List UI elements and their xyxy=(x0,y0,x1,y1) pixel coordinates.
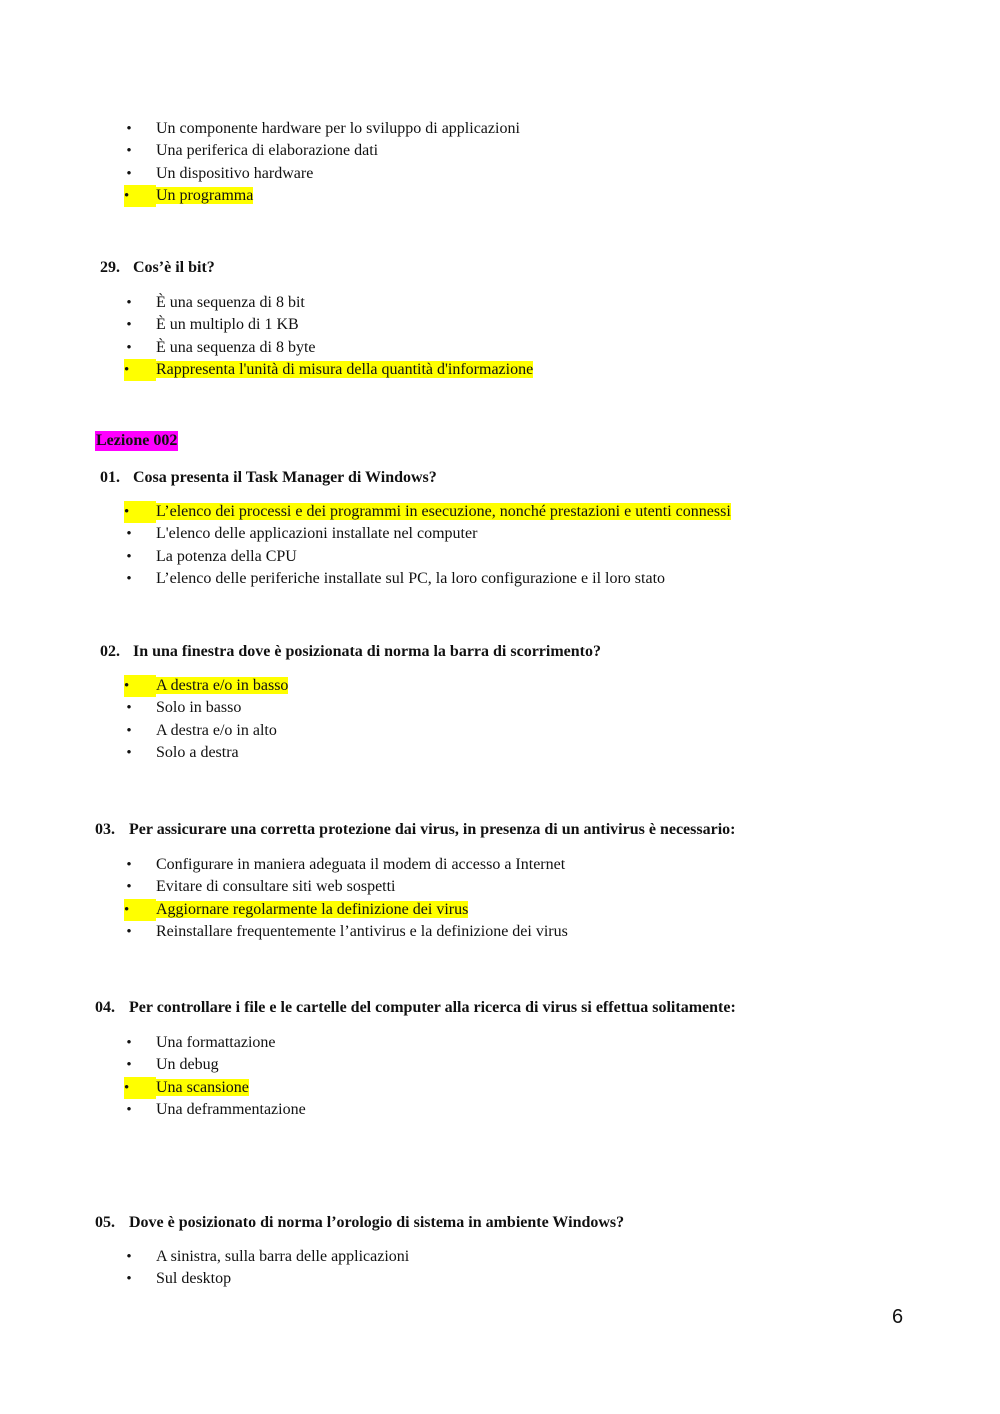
option-item xyxy=(0,523,1000,545)
question-28-options xyxy=(0,118,1000,207)
option-item xyxy=(0,337,1000,359)
bullet-icon: • xyxy=(126,339,132,356)
question-02-options xyxy=(0,675,1000,764)
bullet-icon: • xyxy=(124,359,156,381)
option-text: A sinistra, sulla barra delle applicazioni xyxy=(156,1248,410,1265)
bullet-icon: • xyxy=(124,675,156,697)
bullet-icon: • xyxy=(126,295,132,311)
option-item xyxy=(0,1054,1000,1076)
lesson-label: Lezione 002 xyxy=(96,432,178,449)
option-item xyxy=(0,1246,1000,1268)
page-number: 6 xyxy=(892,1306,904,1328)
question-number: 02. xyxy=(100,643,120,660)
bullet-icon: • xyxy=(126,879,132,896)
option-text: Una scansione xyxy=(156,1078,249,1096)
question-text: Cosa presenta il Task Manager di Windows? xyxy=(133,469,437,486)
bullet-icon: • xyxy=(126,570,132,587)
option-text: La potenza della CPU xyxy=(156,547,297,565)
option-item xyxy=(0,163,1000,185)
bullet-icon: • xyxy=(126,165,132,182)
option-item-correct xyxy=(0,1077,1000,1099)
option-text: Configurare in maniera adeguata il modem di accesso a Internet xyxy=(156,856,566,873)
question-05-options xyxy=(0,1246,1000,1291)
options-list xyxy=(0,854,1000,943)
option-text: È una sequenza di 8 bit xyxy=(156,294,305,311)
option-item-correct xyxy=(0,675,1000,697)
bullet-icon: • xyxy=(126,1035,132,1051)
option-text: Solo in basso xyxy=(156,699,242,717)
option-item xyxy=(0,876,1000,898)
question-text: Dove è posizionato di norma l’orologio di sistema in ambiente Windows? xyxy=(129,1214,625,1231)
question-number: 04. xyxy=(95,999,115,1016)
option-text: Una formattazione xyxy=(156,1034,276,1051)
bullet-icon: • xyxy=(126,1271,132,1288)
option-item xyxy=(0,546,1000,568)
option-text: Rappresenta l'unità di misura della quantità d'informazione xyxy=(156,360,534,378)
option-item xyxy=(0,140,1000,162)
question-text: Per assicurare una corretta protezione dai virus, in presenza di un antivirus è necessario: xyxy=(129,821,736,838)
options-list xyxy=(0,292,1000,381)
question-number: 03. xyxy=(95,821,115,838)
options-list xyxy=(0,1032,1000,1121)
option-item xyxy=(0,568,1000,590)
option-text: Un dispositivo hardware xyxy=(156,164,314,182)
option-text: Una periferica di elaborazione dati xyxy=(156,142,379,160)
option-text: Un programma xyxy=(156,186,254,204)
bullet-icon: • xyxy=(126,548,132,565)
option-text: Evitare di consultare siti web sospetti xyxy=(156,878,396,896)
option-text: Un componente hardware per lo sviluppo di applicazioni xyxy=(156,120,520,137)
bullet-icon: • xyxy=(126,526,132,543)
option-text: È una sequenza di 8 byte xyxy=(156,338,316,356)
bullet-icon: • xyxy=(126,143,132,160)
option-text: Un debug xyxy=(156,1056,219,1074)
option-text: Reinstallare frequentemente l’antivirus e la definizione dei virus xyxy=(156,922,568,940)
option-text: L’elenco dei processi e dei programmi in esecuzione, nonché prestazioni e utenti connessi xyxy=(156,503,731,520)
question-29-options xyxy=(0,292,1000,381)
question-04-options xyxy=(0,1032,1000,1121)
option-text: A destra e/o in basso xyxy=(156,677,289,694)
option-item xyxy=(0,292,1000,314)
bullet-icon: • xyxy=(124,1077,156,1099)
bullet-icon: • xyxy=(126,1249,132,1265)
option-item xyxy=(0,742,1000,764)
options-list xyxy=(0,118,1000,207)
option-item-correct xyxy=(0,899,1000,921)
question-number: 29. xyxy=(100,259,120,276)
option-text: Una deframmentazione xyxy=(156,1100,306,1118)
question-03-options xyxy=(0,854,1000,943)
options-list xyxy=(0,501,1000,590)
option-item xyxy=(0,854,1000,876)
bullet-icon: • xyxy=(126,744,132,761)
bullet-icon: • xyxy=(126,317,132,334)
option-item xyxy=(0,118,1000,140)
option-item-correct xyxy=(0,501,1000,523)
bullet-icon: • xyxy=(126,1101,132,1118)
option-item xyxy=(0,1268,1000,1290)
question-text: Cos’è il bit? xyxy=(133,259,215,276)
option-text: L’elenco delle periferiche installate sul PC, la loro configurazione e il loro stato xyxy=(156,569,666,587)
option-text: L'elenco delle applicazioni installate nel computer xyxy=(156,525,478,543)
option-text: Solo a destra xyxy=(156,743,239,761)
bullet-icon: • xyxy=(124,185,156,207)
bullet-icon: • xyxy=(124,501,156,523)
option-item-correct xyxy=(0,359,1000,381)
bullet-icon: • xyxy=(126,1057,132,1074)
option-item xyxy=(0,921,1000,943)
bullet-icon: • xyxy=(126,857,132,873)
question-number: 01. xyxy=(100,469,120,486)
bullet-icon: • xyxy=(126,700,132,717)
option-item xyxy=(0,1032,1000,1054)
bullet-icon: • xyxy=(126,722,132,739)
option-item xyxy=(0,697,1000,719)
options-list xyxy=(0,1246,1000,1291)
option-text: Sul desktop xyxy=(156,1270,232,1288)
option-item-correct xyxy=(0,185,1000,207)
bullet-icon: • xyxy=(126,121,132,137)
option-text: Aggiornare regolarmente la definizione dei virus xyxy=(156,900,469,918)
option-text: È un multiplo di 1 KB xyxy=(156,316,299,334)
option-item xyxy=(0,720,1000,742)
bullet-icon: • xyxy=(126,923,132,940)
question-01-options xyxy=(0,501,1000,590)
option-item xyxy=(0,1099,1000,1121)
option-text: A destra e/o in alto xyxy=(156,721,277,739)
option-item xyxy=(0,314,1000,336)
question-text: In una finestra dove è posizionata di norma la barra di scorrimento? xyxy=(133,643,601,660)
options-list xyxy=(0,675,1000,764)
question-text: Per controllare i file e le cartelle del computer alla ricerca di virus si effettua solitamente: xyxy=(129,999,736,1016)
bullet-icon: • xyxy=(124,899,156,921)
question-number: 05. xyxy=(95,1214,115,1231)
